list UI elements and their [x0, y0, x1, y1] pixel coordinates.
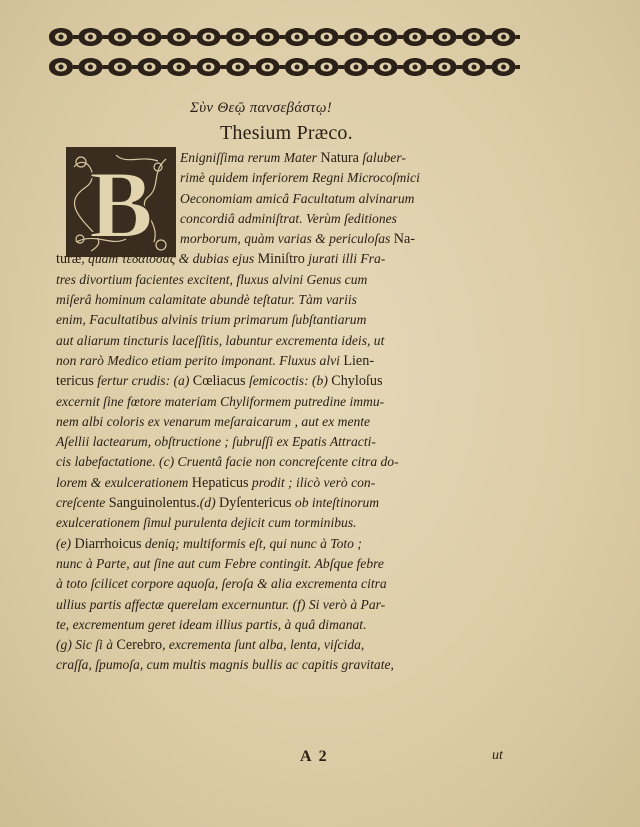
text-line [56, 432, 526, 452]
italic-text: morborum, quàm varias & periculoſas [180, 231, 394, 247]
ornament-unit [403, 28, 433, 46]
ornament-unit [167, 58, 197, 76]
text-line [56, 412, 526, 432]
text-line [56, 635, 526, 655]
text-line [56, 473, 526, 493]
roman-text: Cœliacus [192, 373, 246, 390]
ornament-unit [374, 58, 404, 76]
ornament-unit [344, 28, 374, 46]
roman-text: Natura [320, 150, 359, 166]
italic-text: fertur crudis: (a) [93, 373, 193, 389]
ornament-unit [433, 58, 463, 76]
italic-text: excernit ſine fœtore materiam Chyliformem putredine immu- [56, 393, 385, 409]
text-line [56, 615, 526, 635]
italic-text: à toto ſcilicet corpore aquoſa, ſeroſa & alia excrementa citra [56, 576, 387, 592]
ornament-unit [315, 28, 345, 46]
italic-text: nunc à Parte, aut ſine aut cum Febre contingit. Abſque febre [56, 555, 384, 571]
body-text [56, 148, 526, 676]
italic-text: miſerâ hominum calamitate abundè teſtatur. Tàm variis [56, 292, 357, 308]
text-line [56, 513, 526, 533]
text-line [56, 290, 526, 310]
italic-text: ullius partis affectæ querelam excernuntur. (f) Si verò à Par- [56, 596, 386, 612]
ornament-unit [374, 28, 404, 46]
italic-text: aut aliarum tincturis laceſſitis, labuntur excrementa ideis, ut [56, 332, 385, 348]
roman-text: Lien- [343, 352, 375, 369]
ornament-unit [226, 28, 256, 46]
italic-text: , excrementa ſunt alba, lenta, viſcida, [162, 637, 365, 653]
ornament-unit [167, 28, 197, 46]
italic-text: craſſa, ſpumoſa, cum multis magnis bullis ac capitis gravitate, [56, 657, 394, 673]
text-line [56, 351, 526, 371]
greek-invocation: Σὺν Θεῷ πανσεβάστῳ! [190, 100, 333, 116]
ornament-unit [462, 28, 492, 46]
italic-text: Mater [283, 150, 321, 165]
ornament-unit [285, 28, 315, 46]
italic-text: tres divortium facientes excitent, fluxus alvini Genus cum [56, 271, 368, 287]
italic-text: ſemicoctis: (b) [245, 373, 332, 389]
italic-text: creſcente [56, 495, 109, 511]
roman-text: Sanguinolentus. [108, 495, 200, 512]
text-line [56, 209, 526, 229]
ornament-unit [344, 58, 374, 76]
text-line [56, 371, 526, 391]
roman-text: Diarrhoicus [74, 535, 142, 552]
italic-text: (g) Sic ſi à [56, 637, 117, 653]
ornament-unit [462, 58, 492, 76]
text-line [56, 189, 526, 209]
roman-text: Cerebro [116, 637, 163, 654]
roman-text: tericus [56, 373, 94, 390]
text-line [56, 168, 526, 188]
roman-text: Hepaticus [191, 474, 249, 491]
italic-text: lorem & exulcerationem [56, 474, 192, 490]
text-line [56, 574, 526, 594]
italic-text: enim, Facultatibus alvinis trium primarum ſubſtantiarum [56, 312, 367, 328]
italic-text: , quàm τεδαίοσας & dubias ejus [81, 251, 258, 267]
roman-text: Chyloſus [331, 373, 383, 390]
italic-text: (d) [199, 495, 219, 511]
italic-text: non rarò Medico etiam perito imponant. Fluxus alvi [56, 352, 344, 368]
italic-text: exulcerationem ſimul purulenta dejicit cum torminibus. [56, 515, 357, 531]
italic-text: Oeconomiam amicâ Facultatum alvinarum [180, 190, 415, 206]
roman-text: Miniſtro [257, 251, 305, 268]
italic-text: nem albi coloris ex venarum meſaraicarum , aut ex mente [56, 413, 371, 429]
text-line [56, 331, 526, 351]
italic-text: rimè quidem inferiorem Regni Microcoſmici [180, 170, 420, 186]
italic-text: prodit ; ilicò verò con- [248, 474, 376, 490]
ornament-unit [79, 58, 109, 76]
italic-text: te, excrementum geret ideam illius partis, à quâ dimanat. [56, 616, 367, 632]
italic-text: ſaluber- [358, 150, 406, 165]
italic-text: jurati illi Fra- [304, 251, 386, 267]
ornament-unit [197, 58, 227, 76]
roman-text: Na- [393, 231, 416, 248]
page-title: Thesium Præco. [220, 122, 353, 144]
text-line [56, 249, 526, 269]
ornament-unit [197, 28, 227, 46]
ornament-unit [403, 58, 433, 76]
italic-text: ob inteſtinorum [291, 495, 380, 511]
ornament-unit [256, 58, 286, 76]
text-line [56, 310, 526, 330]
text-line [56, 534, 526, 554]
ornament-unit [108, 28, 138, 46]
italic-text: Aſellii lactearum, obſtructione ; ſubruſſi ex Epatis Attracti- [56, 434, 376, 450]
ornament-unit [138, 28, 168, 46]
ornament-unit [79, 28, 109, 46]
ornament-unit [49, 28, 79, 46]
text-line [56, 595, 526, 615]
ornament-unit [433, 28, 463, 46]
ornament-unit [285, 58, 315, 76]
text-line [56, 148, 526, 168]
italic-text: cis labefactatione. (c) Cruentâ facie non concreſcente citra do- [56, 454, 399, 470]
text-line [56, 392, 526, 412]
signature-mark: A 2 [300, 748, 329, 765]
ornament-unit [49, 58, 79, 76]
ornament-unit [256, 28, 286, 46]
ornament-unit [315, 58, 345, 76]
ornament-unit [108, 58, 138, 76]
text-line [56, 554, 526, 574]
roman-text: turæ [56, 251, 82, 268]
text-line [56, 229, 526, 249]
italic-text: deniq; multiformis eſt, qui nunc à Toto ; [141, 535, 362, 551]
text-line [56, 452, 526, 472]
catchword: ut [492, 748, 503, 763]
text-line [56, 270, 526, 290]
dropcap-letter: B [88, 151, 154, 257]
ornament-unit [226, 58, 256, 76]
ornament-unit [492, 58, 521, 76]
italic-text: Enigniſſima rerum [180, 150, 284, 165]
ornament-unit [138, 58, 168, 76]
text-line [56, 655, 526, 675]
roman-text: Dyſentericus [219, 495, 292, 512]
italic-text: concordiâ adminiſtrat. Verùm ſeditiones [180, 210, 397, 226]
ornament-unit [492, 28, 521, 46]
italic-text: (e) [56, 535, 75, 551]
ornamental-headpiece [46, 22, 520, 82]
text-line [56, 493, 526, 513]
